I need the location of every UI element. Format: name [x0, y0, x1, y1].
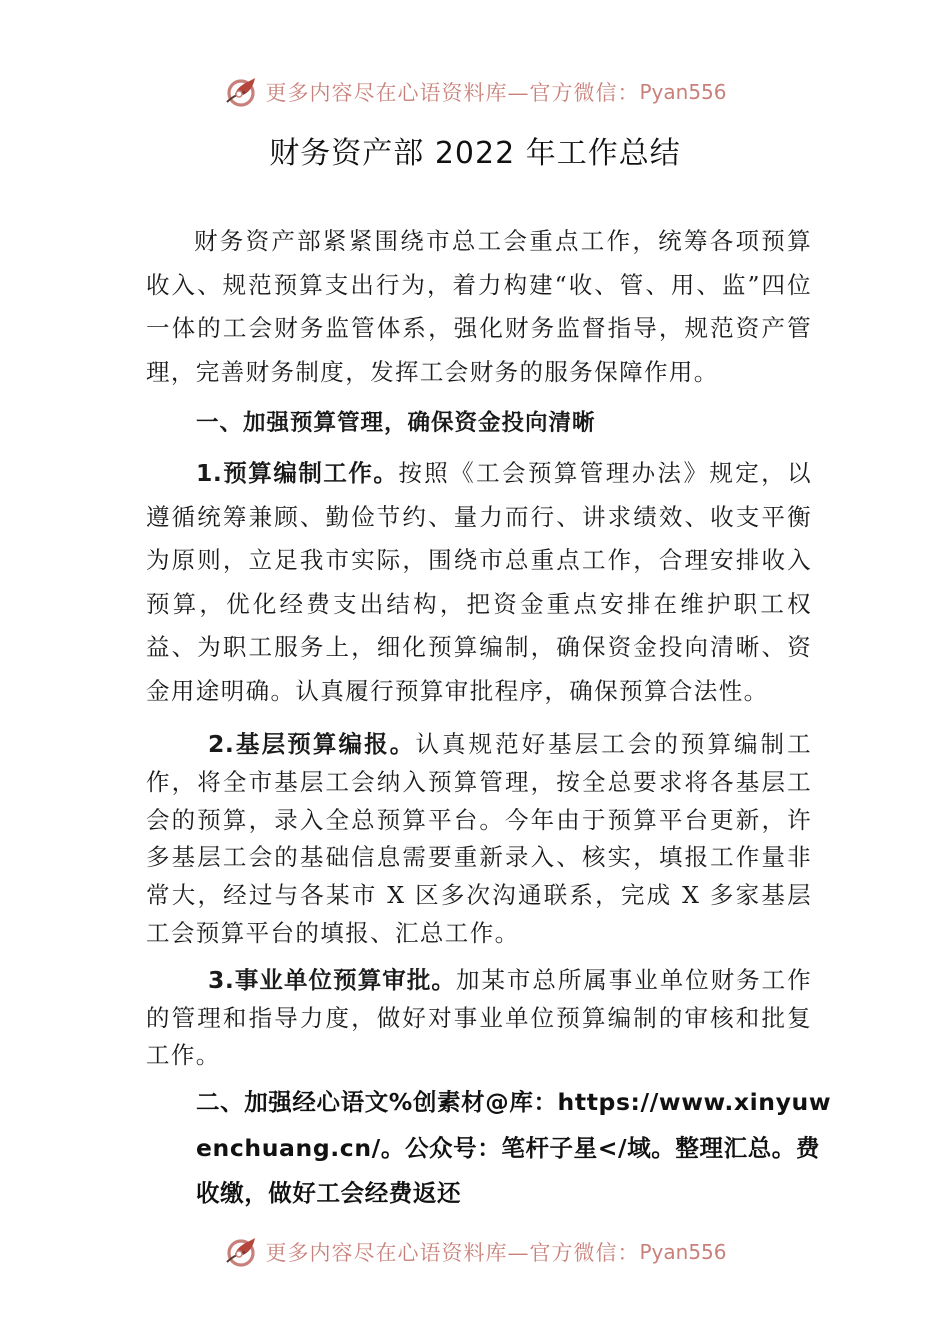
watermark-wechat-id: Pyan556	[639, 1240, 727, 1264]
document-title: 财务资产部 2022 年工作总结	[269, 136, 681, 171]
section-heading-budget-management: 一、加强预算管理，确保资金投向清晰	[196, 410, 596, 436]
watermark-footer	[0, 1232, 950, 1272]
item-budget-compilation-lead: 1.预算编制工作。	[196, 459, 399, 487]
item-grassroots-budget-text: 认真规范好基层工会的预算编制工作，将全市基层工会纳入预算管理，按全总要求将各基层工会的预算，录入全总预算平台。今年由于预算平台更新，许 多基层工会的基础信息需要重新录入、核实，填报工作量非常大，经过与各某市 X 区多次沟通联系，完成 X 多家基层工会预算平台的填报、汇总工作。	[146, 730, 813, 947]
watermark-header	[0, 72, 950, 112]
intro-paragraph: 财务资产部紧紧围绕市总工会重点工作，统筹各项预算收入、规范预算支出行为，着力构建“收、管、用、监”四位一体的工会财务监管体系，强化财务监督指导，规范资产管理，完善财务制度，发挥工会财务的服务保障作用。	[146, 227, 812, 386]
watermark-text: 更多内容尽在心语资料库—官方微信：	[265, 1241, 640, 1265]
item-institution-budget	[146, 962, 812, 1075]
item-grassroots-budget	[146, 726, 812, 953]
item-institution-budget-lead: 3.事业单位预算审批。	[208, 966, 456, 994]
item-institution-budget-text: 加某市总所属事业单位财务工作的管理和指导力度，做好对事业单位预算编制的审核和批复工作。	[146, 966, 812, 1069]
watermark-text: 更多内容尽在心语资料库—官方微信：	[265, 81, 640, 105]
item-budget-compilation	[146, 452, 812, 713]
section-heading-funds-collection: 二、加强经心语文%创素材@库：https://www.xinyuwenchuang.cn/。公众号：笔杆子星</域。整理汇总。费收缴，做好工会经费返还	[196, 1088, 832, 1207]
item-budget-compilation-text: 按照《工会预算管理办法》规定，以遵循统筹兼顾、勤俭节约、量力而行、讲求绩效、收支平衡为原则，立足我市实际，围绕市总重点工作，合理安排收入预算，优化经费支出结构，把资金重点安排在维护职工权益、为职工服务上，细化预算编制，确保资金投向清晰、资金用途明确。认真履行预算审批程序，确保预算合法性。	[146, 459, 812, 705]
item-grassroots-budget-lead: 2.基层预算编报。	[208, 730, 416, 758]
leaf-logo-icon	[223, 74, 259, 110]
watermark-wechat-id: Pyan556	[639, 80, 727, 104]
leaf-logo-icon	[223, 1234, 259, 1270]
